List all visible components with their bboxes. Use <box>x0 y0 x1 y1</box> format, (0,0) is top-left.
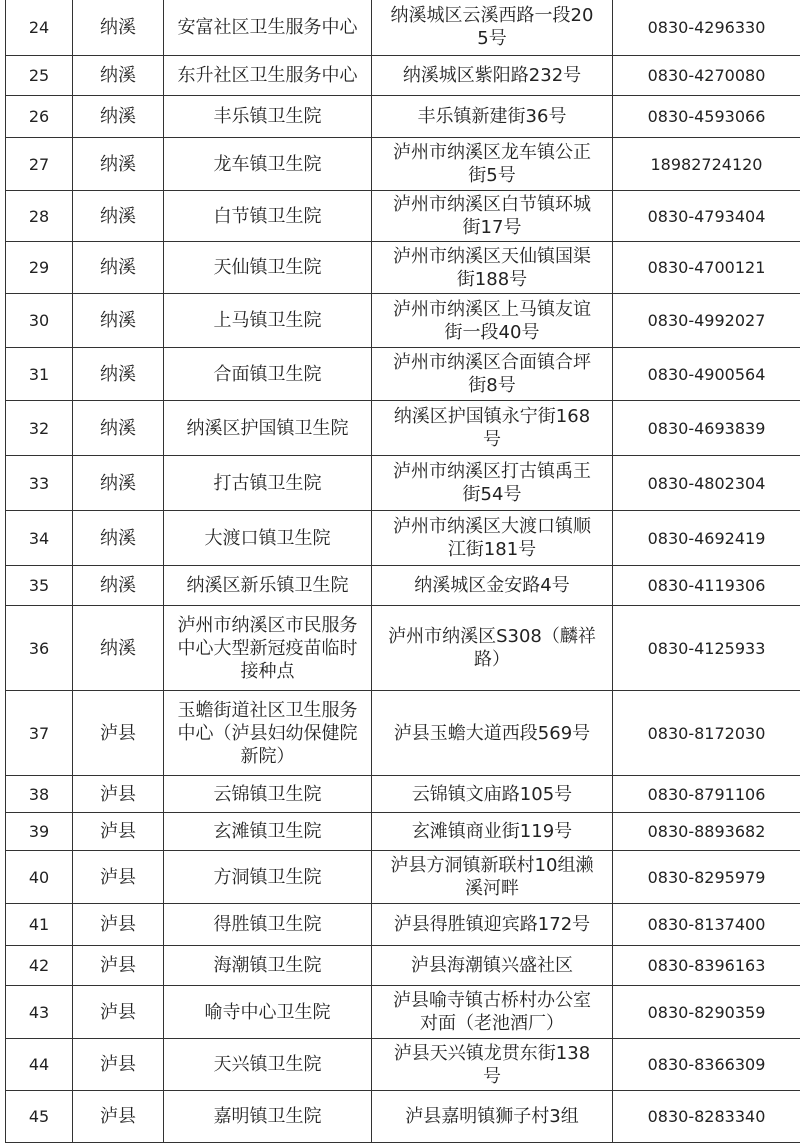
district-cell: 纳溪 <box>73 191 164 242</box>
table-row <box>6 691 800 776</box>
row-number: 42 <box>6 946 73 986</box>
row-number: 40 <box>6 851 73 904</box>
district-cell: 纳溪 <box>73 348 164 401</box>
address-cell: 纳溪区护国镇永宁街168号 <box>372 401 613 456</box>
phone-cell: 0830-8396163 <box>613 946 800 986</box>
row-number: 24 <box>6 0 73 56</box>
site-name-cell: 得胜镇卫生院 <box>164 904 372 946</box>
district-cell: 纳溪 <box>73 606 164 691</box>
district-cell: 纳溪 <box>73 0 164 56</box>
row-number: 32 <box>6 401 73 456</box>
district-cell: 纳溪 <box>73 96 164 138</box>
row-number: 28 <box>6 191 73 242</box>
table-row <box>6 294 800 348</box>
district-cell: 纳溪 <box>73 511 164 566</box>
table-row <box>6 813 800 851</box>
address-cell: 泸州市纳溪区上马镇友谊街一段40号 <box>372 294 613 348</box>
address-cell: 泸州市纳溪区天仙镇国渠街188号 <box>372 242 613 294</box>
district-cell: 泸县 <box>73 851 164 904</box>
site-name-cell: 上马镇卫生院 <box>164 294 372 348</box>
site-name-cell: 天兴镇卫生院 <box>164 1039 372 1091</box>
site-name-cell: 泸州市纳溪区市民服务中心大型新冠疫苗临时接种点 <box>164 606 372 691</box>
address-cell: 泸县玉蟾大道西段569号 <box>372 691 613 776</box>
row-number: 33 <box>6 456 73 511</box>
address-cell: 泸县海潮镇兴盛社区 <box>372 946 613 986</box>
phone-cell: 0830-8366309 <box>613 1039 800 1091</box>
row-number: 31 <box>6 348 73 401</box>
phone-cell: 0830-8295979 <box>613 851 800 904</box>
address-cell: 泸县方洞镇新联村10组濑溪河畔 <box>372 851 613 904</box>
site-name-cell: 纳溪区护国镇卫生院 <box>164 401 372 456</box>
row-number: 45 <box>6 1091 73 1143</box>
row-number: 27 <box>6 138 73 191</box>
address-cell: 玄滩镇商业街119号 <box>372 813 613 851</box>
address-cell: 纳溪城区金安路4号 <box>372 566 613 606</box>
address-cell: 丰乐镇新建街36号 <box>372 96 613 138</box>
site-name-cell: 安富社区卫生服务中心 <box>164 0 372 56</box>
address-cell: 泸县嘉明镇狮子村3组 <box>372 1091 613 1143</box>
phone-cell: 0830-8283340 <box>613 1091 800 1143</box>
site-name-cell: 龙车镇卫生院 <box>164 138 372 191</box>
address-cell: 泸州市纳溪区白节镇环城街17号 <box>372 191 613 242</box>
table-row <box>6 0 800 56</box>
site-name-cell: 玄滩镇卫生院 <box>164 813 372 851</box>
site-name-cell: 方洞镇卫生院 <box>164 851 372 904</box>
table-row <box>6 946 800 986</box>
table-row <box>6 511 800 566</box>
address-cell: 云锦镇文庙路105号 <box>372 776 613 813</box>
site-name-cell: 丰乐镇卫生院 <box>164 96 372 138</box>
site-name-cell: 海潮镇卫生院 <box>164 946 372 986</box>
site-name-cell: 东升社区卫生服务中心 <box>164 56 372 96</box>
site-name-cell: 喻寺中心卫生院 <box>164 986 372 1039</box>
row-number: 30 <box>6 294 73 348</box>
district-cell: 泸县 <box>73 813 164 851</box>
address-cell: 泸县喻寺镇古桥村办公室对面（老池酒厂） <box>372 986 613 1039</box>
table-row <box>6 191 800 242</box>
row-number: 44 <box>6 1039 73 1091</box>
table-row <box>6 986 800 1039</box>
table-row <box>6 606 800 691</box>
table-row <box>6 348 800 401</box>
phone-cell: 0830-8137400 <box>613 904 800 946</box>
district-cell: 泸县 <box>73 986 164 1039</box>
row-number: 37 <box>6 691 73 776</box>
address-cell: 泸县得胜镇迎宾路172号 <box>372 904 613 946</box>
district-cell: 纳溪 <box>73 138 164 191</box>
phone-cell: 0830-4900564 <box>613 348 800 401</box>
site-name-cell: 纳溪区新乐镇卫生院 <box>164 566 372 606</box>
table-row <box>6 566 800 606</box>
site-name-cell: 云锦镇卫生院 <box>164 776 372 813</box>
row-number: 35 <box>6 566 73 606</box>
address-cell: 泸州市纳溪区打古镇禹王街54号 <box>372 456 613 511</box>
row-number: 36 <box>6 606 73 691</box>
row-number: 43 <box>6 986 73 1039</box>
table-row <box>6 96 800 138</box>
phone-cell: 0830-4802304 <box>613 456 800 511</box>
site-name-cell: 合面镇卫生院 <box>164 348 372 401</box>
table-row <box>6 401 800 456</box>
district-cell: 纳溪 <box>73 566 164 606</box>
district-cell: 泸县 <box>73 776 164 813</box>
district-cell: 纳溪 <box>73 456 164 511</box>
phone-cell: 0830-4270080 <box>613 56 800 96</box>
district-cell: 泸县 <box>73 946 164 986</box>
table-row <box>6 851 800 904</box>
table-row <box>6 1091 800 1143</box>
district-cell: 纳溪 <box>73 401 164 456</box>
site-name-cell: 白节镇卫生院 <box>164 191 372 242</box>
phone-cell: 0830-8893682 <box>613 813 800 851</box>
row-number: 38 <box>6 776 73 813</box>
address-cell: 纳溪城区紫阳路232号 <box>372 56 613 96</box>
table-row <box>6 904 800 946</box>
phone-cell: 0830-8791106 <box>613 776 800 813</box>
row-number: 39 <box>6 813 73 851</box>
table-row <box>6 776 800 813</box>
district-cell: 泸县 <box>73 1091 164 1143</box>
district-cell: 泸县 <box>73 904 164 946</box>
site-name-cell: 天仙镇卫生院 <box>164 242 372 294</box>
address-cell: 泸州市纳溪区S308（麟祥路） <box>372 606 613 691</box>
district-cell: 泸县 <box>73 1039 164 1091</box>
address-cell: 泸县天兴镇龙贯东街138号 <box>372 1039 613 1091</box>
row-number: 41 <box>6 904 73 946</box>
site-name-cell: 玉蟾街道社区卫生服务中心（泸县妇幼保健院新院） <box>164 691 372 776</box>
phone-cell: 0830-4692419 <box>613 511 800 566</box>
site-name-cell: 嘉明镇卫生院 <box>164 1091 372 1143</box>
phone-cell: 0830-4693839 <box>613 401 800 456</box>
address-cell: 泸州市纳溪区合面镇合坪街8号 <box>372 348 613 401</box>
address-cell: 泸州市纳溪区大渡口镇顺江街181号 <box>372 511 613 566</box>
phone-cell: 0830-4593066 <box>613 96 800 138</box>
phone-cell: 18982724120 <box>613 138 800 191</box>
phone-cell: 0830-4992027 <box>613 294 800 348</box>
table-row <box>6 242 800 294</box>
row-number: 25 <box>6 56 73 96</box>
district-cell: 纳溪 <box>73 294 164 348</box>
table-row <box>6 138 800 191</box>
district-cell: 纳溪 <box>73 242 164 294</box>
phone-cell: 0830-4700121 <box>613 242 800 294</box>
district-cell: 泸县 <box>73 691 164 776</box>
table-body <box>6 0 800 1143</box>
site-name-cell: 大渡口镇卫生院 <box>164 511 372 566</box>
address-cell: 纳溪城区云溪西路一段205号 <box>372 0 613 56</box>
row-number: 29 <box>6 242 73 294</box>
address-cell: 泸州市纳溪区龙车镇公正街5号 <box>372 138 613 191</box>
site-name-cell: 打古镇卫生院 <box>164 456 372 511</box>
vaccination-sites-table <box>5 0 800 1143</box>
phone-cell: 0830-4119306 <box>613 566 800 606</box>
phone-cell: 0830-8290359 <box>613 986 800 1039</box>
row-number: 26 <box>6 96 73 138</box>
phone-cell: 0830-4296330 <box>613 0 800 56</box>
phone-cell: 0830-4125933 <box>613 606 800 691</box>
table-row <box>6 456 800 511</box>
table-row <box>6 1039 800 1091</box>
row-number: 34 <box>6 511 73 566</box>
table-row <box>6 56 800 96</box>
district-cell: 纳溪 <box>73 56 164 96</box>
phone-cell: 0830-4793404 <box>613 191 800 242</box>
phone-cell: 0830-8172030 <box>613 691 800 776</box>
